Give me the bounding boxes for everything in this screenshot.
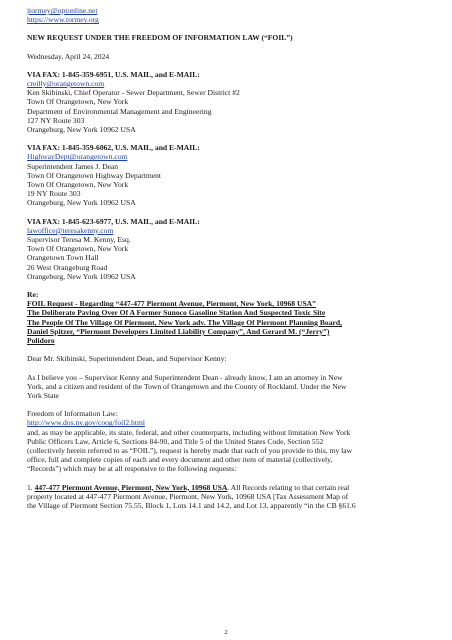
body-line: and, as may be applicable, its state, federal, and other counterparts, including without limitation New York [27, 427, 351, 437]
author-email-link[interactable]: jtormey@optonline.net [27, 6, 98, 15]
author-website-link[interactable]: https://www.tormey.org [27, 15, 99, 25]
recipient-address-line: Town Of Orangetown, New York [27, 97, 129, 107]
request-item-heading: 447-477 Piermont Avenue, Piermont, New York, 10968 USA [34, 482, 228, 492]
recipient-address-line: Orangeburg, New York 10962 USA [27, 125, 136, 135]
recipient-email-link[interactable]: creilly@orangetown.com [27, 79, 105, 89]
body-line: Public Officers Law, Article 6, Sections 84-90, and Title 5 of the United States Code, Section 552 [27, 436, 324, 446]
subject-label: Re: [27, 290, 39, 300]
body-line: property located at 447-477 Piermont Avenue, Piermont, New York, 10968 USA [Tax Assessment Map of [27, 491, 349, 501]
subject-line: The Deliberate Paving Over Of A Former Sunoco Gasoline Station And Suspected Toxic Site [27, 308, 326, 318]
recipient-block-1 [27, 70, 433, 134]
foil-law-link[interactable]: http://www.dos.ny.gov/coog/foil2.html [27, 418, 145, 428]
recipient-via-line: VIA FAX: 1-845-359-6062, U.S. MAIL, and E-MAIL: [27, 143, 200, 153]
recipient-email-link[interactable]: HighwayDept@orangetown.com [27, 152, 128, 162]
body-line: the Village of Piermont Section 75.55, Block 1, Lots 14.1 and 14.2, and Lot 13, apparently “in the CB §61.6 [27, 500, 356, 510]
request-item-number: 1. [27, 482, 33, 492]
intro-paragraph [27, 373, 433, 401]
body-line: York State [27, 390, 59, 400]
foil-label: Freedom of Information Law: [27, 409, 118, 419]
recipient-email-link[interactable]: lawoffice@teresakenny.com [27, 225, 114, 235]
recipient-address-line: Supervisor Teresa M. Kenny, Esq. [27, 235, 131, 245]
recipient-via-line: VIA FAX: 1-845-623-6977, U.S. MAIL, and E-MAIL: [27, 216, 200, 226]
recipient-address-line: Superintendent James J. Dean [27, 161, 119, 171]
body-line: (collectively herein referred to as “FOIL”), request is hereby made that each of you provide to this, my law [27, 445, 353, 455]
subject-line: Polidoro [27, 336, 55, 346]
recipient-address-line: Town Of Orangetown Highway Department [27, 170, 162, 180]
recipient-via-line: VIA FAX: 1-845-359-6951, U.S. MAIL, and E-MAIL: [27, 69, 200, 79]
document-title: NEW REQUEST UNDER THE FREEDOM OF INFORMATION LAW (“FOIL”) [27, 33, 293, 43]
recipient-address-line: Town Of Orangetown, New York [27, 244, 129, 254]
recipient-address-line: Department of Environmental Management and Engineering [27, 106, 212, 116]
request-item-first-line [27, 483, 433, 492]
body-line: York, and a citizen and resident of the Town of Orangetown and the County of Rockland. Under the New [27, 381, 347, 391]
subject-line: The People Of The Village Of Piermont, New York adv. The Village Of Piermont Planning Board, [27, 317, 342, 327]
recipient-address-line: 26 West Orangeburg Road [27, 262, 108, 272]
recipient-address-line: Town Of Orangetown, New York [27, 180, 129, 190]
request-item-1 [27, 483, 433, 511]
document-page [27, 6, 433, 510]
page-number: 2 [224, 629, 228, 636]
request-item-text: . All Records relating to that certain real [227, 482, 350, 492]
subject-line: Daniel Spitzer, “Piermont Developers Limited Liability Company”, And Gerard M. (“Jerry”) [27, 326, 330, 336]
foil-paragraph [27, 409, 433, 473]
recipient-block-2 [27, 143, 433, 207]
recipient-address-line: 127 NY Route 303 [27, 115, 85, 125]
recipient-address-line: Orangetown Town Hall [27, 253, 99, 263]
recipient-address-line: Orangeburg, New York 10962 USA [27, 271, 136, 281]
recipient-address-line: 19 NY Route 303 [27, 189, 81, 199]
subject-line: FOIL Request - Regarding “447-477 Piermont Avenue, Piermont, New York, 10968 USA” [27, 299, 316, 309]
salutation: Dear Mr. Skibinski, Superintendent Dean, and Supervisor Kenny: [27, 354, 227, 364]
recipient-block-3 [27, 217, 433, 281]
letter-date: Wednesday, April 24, 2024 [27, 51, 110, 61]
body-line: “Records”) which may be at all responsive to the following requests: [27, 464, 237, 474]
body-line: office, full and complete copies of each and every document and other item of material (collectively, [27, 455, 333, 465]
recipient-address-line: Orangeburg, New York 10962 USA [27, 198, 136, 208]
recipient-address-line: Ken Skibinski, Chief Operator - Sewer Department, Sewer District #2 [27, 88, 240, 98]
subject-block [27, 290, 433, 345]
body-line: As I believe you – Supervisor Kenny and Superintendent Dean - already know, I am an attorney in New [27, 372, 343, 382]
